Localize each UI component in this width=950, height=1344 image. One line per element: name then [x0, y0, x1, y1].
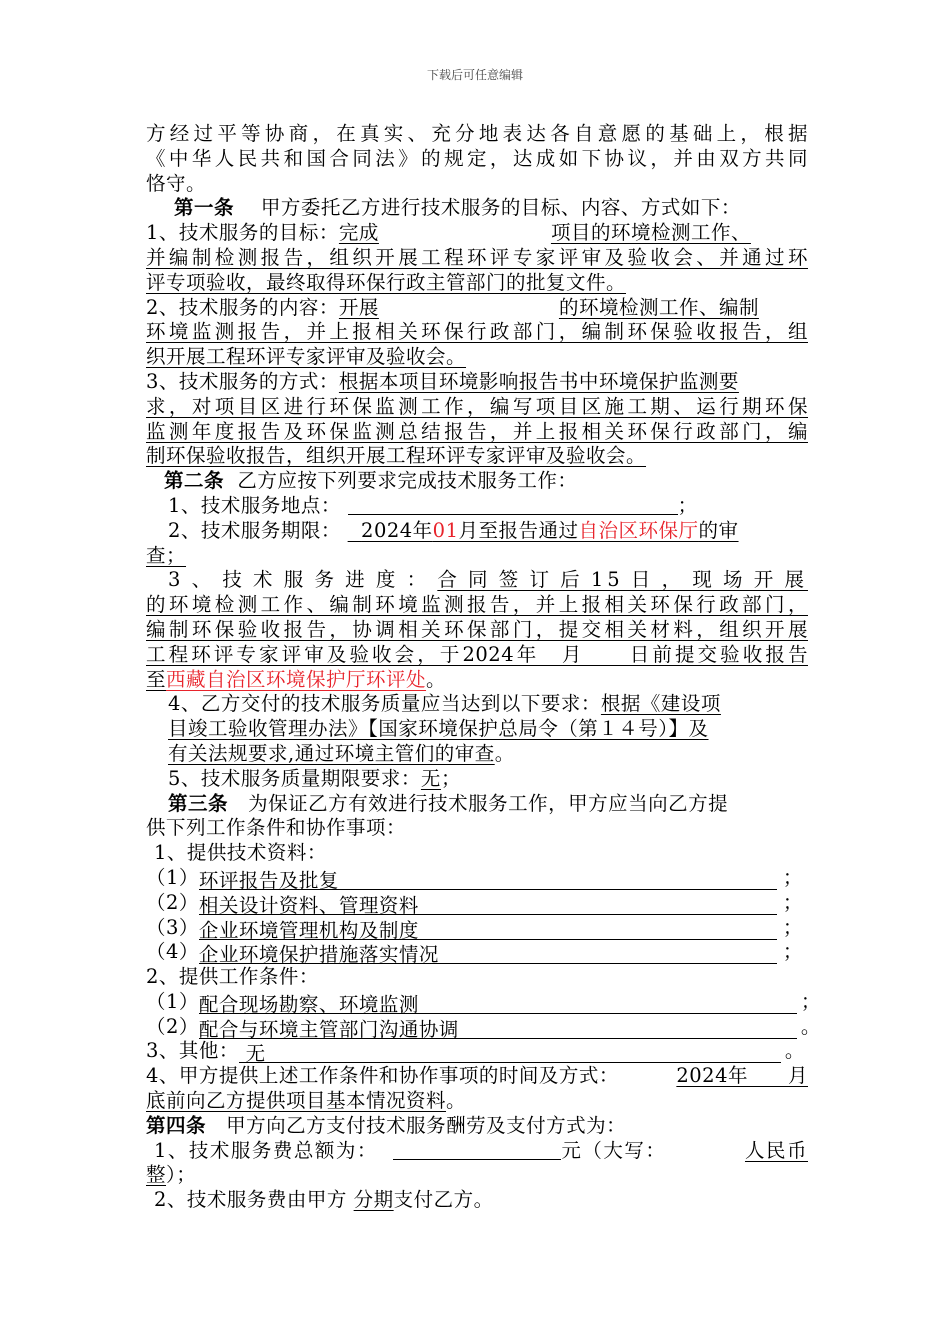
tech-item-2	[146, 891, 808, 916]
tech-item-3-field	[199, 919, 777, 940]
art4-item2-method: 分期	[353, 1188, 394, 1212]
contract-body	[146, 122, 821, 1213]
article-1-title: 第一条	[174, 196, 235, 220]
art4-item2-label: 2、技术服务费由甲方	[154, 1188, 347, 1212]
article-2-heading	[146, 469, 808, 494]
tech-item-3-num: （3）	[146, 915, 199, 939]
art4-item1-l2-end: ）；	[166, 1163, 197, 1187]
article-3-title: 第三条	[168, 791, 229, 815]
art3-other	[146, 1039, 808, 1064]
intro-line-2: 《中华人民共和国合同法》的规定，达成如下协议，并由双方共同	[146, 146, 808, 170]
art1-item1-value-b: 项目的环境检测工作、	[550, 221, 751, 245]
tech-item-1-end: ；	[782, 865, 803, 889]
art1-item1-line3: 评专项验收，最终取得环保行政主管部门的批复文件。	[146, 270, 627, 294]
work-item-1	[146, 989, 821, 1016]
art1-item1-value	[339, 221, 751, 244]
art1-item3-line4: 制环保验收报告，组织开展工程环评专家评审及验收会。	[146, 444, 647, 468]
art2-item2-line2: 查；	[146, 543, 187, 567]
page-header: 下载后可任意编辑	[426, 68, 523, 82]
art1-item2-line3: 织开展工程环评专家评审及验收会。	[146, 345, 467, 369]
art3-sub2: 2、提供工作条件：	[146, 965, 319, 989]
work-item-2-end: 。	[800, 1014, 821, 1038]
art4-item2	[146, 1188, 808, 1213]
tech-item-1	[146, 866, 808, 891]
work-item-1-num: （1）	[146, 989, 199, 1013]
art3-other-label: 3、其他：	[146, 1039, 239, 1063]
art2-item3-line3: 编制环保验收报告，协调相关环保部门，提交相关材料，组织开展	[146, 617, 808, 641]
art2-item2-mid: 月至报告通过	[458, 518, 579, 542]
service-location-blank[interactable]	[348, 494, 678, 515]
tech-item-4-field	[198, 943, 777, 967]
art2-item2-line1	[146, 519, 808, 544]
art2-item4-line3	[146, 742, 808, 767]
art1-item2-label: 2、技术服务的内容：	[146, 295, 339, 319]
art2-item3-value: 合同签订后15日，现场开展	[437, 568, 808, 592]
art1-item3-value: 根据本项目环境影响报告书中环境保护监测要	[338, 369, 739, 393]
tech-item-3-text: 企业环境管理机构及制度	[198, 918, 419, 942]
art4-item1-line2	[146, 1163, 808, 1188]
tech-item-3-end: ；	[782, 915, 803, 939]
art2-item4-value: 根据《建设项	[600, 692, 721, 716]
art2-item1-label: 1、技术服务地点：	[168, 493, 341, 517]
tech-item-4	[146, 940, 808, 965]
art4-item1-line1	[146, 1139, 808, 1164]
art2-item2-org: 自治区环保厅	[578, 518, 699, 542]
art3-other-field	[239, 1042, 781, 1066]
art3-other-value: 无	[245, 1042, 266, 1066]
tech-item-2-field	[199, 894, 777, 915]
art2-item2-tail: 的审	[698, 518, 739, 542]
art2-item5-value: 无	[420, 766, 441, 790]
art2-item2-year: 2024年	[361, 518, 433, 542]
art4-item1-left	[154, 1139, 666, 1164]
art1-item2-line1	[146, 296, 808, 321]
work-item-2-field	[199, 1018, 797, 1039]
art3-item4-l2-end: 。	[446, 1089, 467, 1113]
tech-item-1-field	[199, 869, 777, 890]
art2-item1-end: ；	[677, 493, 698, 517]
tech-item-4-end: ；	[782, 940, 803, 964]
art3-sub1: 1、提供技术资料：	[154, 841, 327, 865]
art1-item1-label: 1、技术服务的目标：	[146, 221, 339, 245]
art2-item4-l3-end: 。	[494, 741, 515, 765]
art2-item4-line1	[146, 692, 808, 717]
art2-item4-line2: 目竣工验收管理办法》【国家环境保护总局令（第１４号）】及	[168, 717, 709, 741]
article-2-title: 第二条	[164, 469, 225, 493]
art2-item5	[146, 767, 808, 792]
article-1-heading	[146, 196, 808, 221]
art2-item3-line1	[146, 568, 808, 593]
art4-item1-l2-text: 整	[146, 1163, 167, 1187]
art3-item4-line2	[146, 1089, 808, 1114]
art3-item4-value: 2024年 月	[676, 1064, 808, 1088]
art1-item3-line2: 求，对项目区进行环保监测工作，编写项目区施工期、运行期环保	[146, 394, 808, 418]
tech-item-4-num: （4）	[146, 940, 199, 964]
art1-item1-value-a: 完成	[338, 221, 379, 245]
art2-item3-l5-end: 。	[426, 667, 447, 691]
art2-item3-line5	[146, 668, 808, 693]
art1-item3-label: 3、技术服务的方式：	[146, 369, 339, 393]
art3-other-end: 。	[784, 1039, 805, 1063]
article-4-heading	[146, 1114, 808, 1139]
article-2-text: 乙方应按下列要求完成技术服务工作：	[237, 469, 578, 493]
art2-item4-l3-text: 有关法规要求,通过环境主管们的审查	[168, 741, 495, 765]
art3-item4-l2-text: 底前向乙方提供项目基本情况资料	[146, 1089, 447, 1113]
art1-item3-line1	[146, 370, 808, 395]
fee-amount-blank[interactable]	[393, 1139, 561, 1160]
art4-item1-label: 1、技术服务费总额为：	[154, 1138, 378, 1162]
article-4-title: 第四条	[146, 1113, 207, 1137]
art1-item2-value-b: 的环境检测工作、编制	[558, 295, 759, 319]
work-item-2-num: （2）	[146, 1014, 199, 1038]
art1-item1-line2: 并编制检测报告，组织开展工程环评专家评审及验收会、并通过环	[146, 245, 808, 269]
intro-line-3: 恪守。	[146, 171, 207, 195]
tech-item-2-end: ；	[782, 890, 803, 914]
article-3-text: 为保证乙方有效进行技术服务工作，甲方应当向乙方提	[248, 791, 729, 815]
tech-item-1-text: 环评报告及批复	[198, 868, 339, 892]
art3-item4-label: 4、甲方提供上述工作条件和协作事项的时间及方式：	[146, 1064, 619, 1088]
article-3-heading	[146, 792, 808, 817]
art1-item2-value-a: 开展	[338, 295, 379, 319]
work-item-1-field	[199, 993, 797, 1014]
art2-item1	[146, 494, 808, 519]
article-1-text: 甲方委托乙方进行技术服务的目标、内容、方式如下：	[260, 196, 741, 220]
work-item-2	[146, 1014, 821, 1041]
tech-item-2-text: 相关设计资料、管理资料	[198, 893, 419, 917]
art2-item3-label: 3、技术服务进度：	[168, 568, 438, 592]
tech-item-3	[146, 916, 808, 941]
art2-item2-label: 2、技术服务期限：	[168, 518, 341, 542]
art1-item3-line3: 监测年度报告及环保监测总结报告，并上报相关环保行政部门，编	[146, 419, 808, 443]
art2-item2-value	[348, 519, 739, 542]
art4-item1-currency: 人民币	[744, 1138, 808, 1162]
work-item-2-text: 配合与环境主管部门沟通协调	[198, 1017, 459, 1041]
art4-item1-mid: 元（大写：	[561, 1138, 667, 1162]
art1-item2-value	[339, 296, 759, 319]
tech-item-4-text: 企业环境保护措施落实情况	[198, 943, 439, 967]
work-item-1-end: ；	[800, 989, 821, 1013]
article-4-text: 甲方向乙方支付技术服务酬劳及支付方式为：	[226, 1113, 627, 1137]
art2-item3-line4: 工程环评专家评审及验收会，于2024年 月 日前提交验收报告	[146, 642, 808, 666]
art1-item1-line1	[146, 221, 808, 246]
art3-item4-line1	[146, 1064, 808, 1089]
art2-item4-label: 4、乙方交付的技术服务质量应当达到以下要求：	[168, 692, 601, 716]
art2-item3-line2: 的环境检测工作、编制环境监测报告，并上报相关环保行政部门，	[146, 593, 808, 617]
art2-item2-month: 01	[432, 518, 459, 542]
art4-item2-end: 支付乙方。	[393, 1188, 494, 1212]
work-item-1-text: 配合现场勘察、环境监测	[198, 992, 419, 1016]
intro-line-1: 方经过平等协商，在真实、充分地表达各自意愿的基础上，根据	[146, 122, 808, 145]
art2-item5-label: 5、技术服务质量期限要求：	[168, 766, 421, 790]
tech-item-1-num: （1）	[146, 865, 199, 889]
art1-item2-line2: 环境监测报告，并上报相关环保行政部门，编制环保验收报告，组	[146, 320, 808, 344]
art2-item5-end: ；	[440, 766, 461, 790]
tech-item-2-num: （2）	[146, 890, 199, 914]
art2-item3-l5-prefix: 至	[146, 667, 167, 691]
article-3-line2: 供下列工作条件和协作事项：	[146, 816, 407, 840]
art2-item3-l5-org: 西藏自治区环境保护厅环评处	[166, 667, 427, 691]
